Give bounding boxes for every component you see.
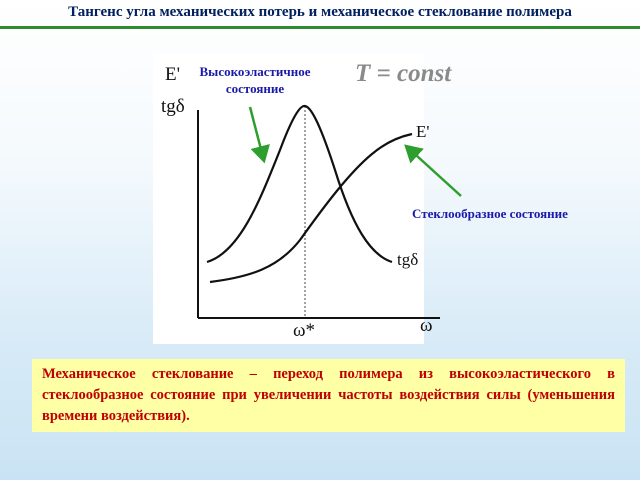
constant-temperature-label: T = const [355,60,452,87]
tg-delta-curve-label: tgδ [397,250,419,269]
glassy-state-label: Стеклообразное состояние [412,206,568,221]
y-axis-label-tg-delta: tgδ [161,96,185,117]
definition-note [32,359,625,432]
x-axis-label-omega: ω [420,315,433,336]
glassy-arrow [406,146,461,196]
tg-delta-curve [207,106,392,262]
definition-text: Механическое стеклование – переход полимера из высокоэластического в стеклообразное состояние при увеличении частоты воздействия силы (уменьшения времени воздействия). [42,366,615,424]
e-prime-curve-label: E' [416,122,430,141]
highelastic-state-label: Высокоэластичное состояние [199,64,311,96]
highelastic-arrow [250,107,264,161]
omega-star-label: ω* [293,320,316,341]
y-axis-label-e-prime: E' [165,64,181,85]
e-prime-curve [210,134,412,282]
slide-title: Тангенс угла механических потерь и механическое стеклование полимера [68,4,572,20]
